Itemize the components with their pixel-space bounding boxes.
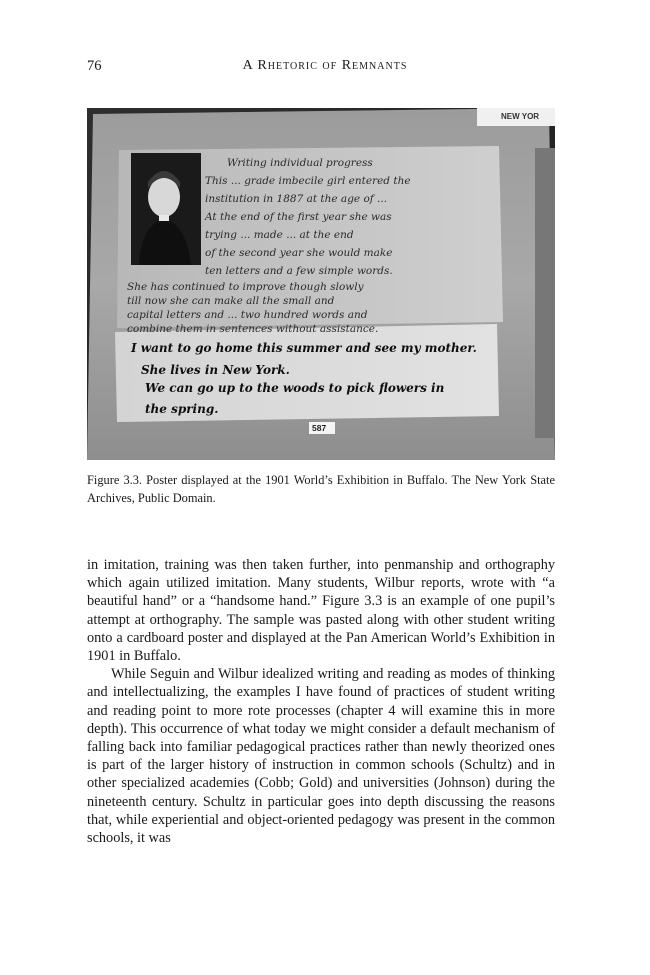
figure-caption: Figure 3.3. Poster displayed at the 1901 World’s Exhibition in Buffalo. The New York State Archives, Public Domain. (87, 473, 555, 505)
corner-sticker (477, 108, 555, 126)
teacher-note-line: combine them in sentences without assistance. (127, 323, 379, 335)
pupil-writing-line: I want to go home this summer and see my mother. (131, 341, 477, 355)
teacher-note-line: of the second year she would make (205, 247, 393, 259)
teacher-note-line: Writing individual progress (227, 157, 373, 169)
teacher-note-line: till now she can make all the small and (127, 295, 335, 307)
page-number: 76 (87, 58, 102, 74)
teacher-note-line: This ... grade imbecile girl entered the (205, 175, 411, 187)
figure-photo (87, 108, 555, 460)
poster-number-tag (309, 422, 335, 434)
body-text (87, 556, 555, 847)
teacher-note-line: At the end of the first year she was (205, 211, 392, 223)
teacher-note-line: trying ... made ... at the end (205, 229, 354, 241)
teacher-note-line: ten letters and a few simple words. (205, 265, 393, 277)
teacher-note-line: institution in 1887 at the age of ... (205, 193, 388, 205)
sticker-label: NEW YOR (501, 112, 540, 121)
body-paragraph-2: While Seguin and Wilbur idealized writing and reading as modes of thinking and intellectualizing, the examples I have found of practices of student writing and reading point to more rote processes (chapter 4 will examine this in more depth). This occurrence of what today we might consider a default mechanism of falling back into familiar pedagogical practices rather than newly theorized ones is part of the larger history of instruction in common schools (Schultz) and in other specialized academies (Cobb; Gold) and universities (Johnson) during the nineteenth century. Schultz in particular goes into depth discussing the reasons that, while experiential and object-oriented pedagogy was present in the common schools, it was (87, 666, 555, 847)
teacher-note-line: She has continued to improve though slowly (127, 281, 364, 293)
pupil-writing-line: the spring. (145, 402, 219, 416)
teacher-note-line: capital letters and ... two hundred words and (127, 309, 368, 321)
running-head: A Rhetoric of Remnants (242, 58, 408, 73)
pupil-writing-line: She lives in New York. (141, 363, 290, 377)
poster-number: 587 (312, 423, 327, 433)
pupil-writing-line: We can go up to the woods to pick flowers in (145, 381, 445, 395)
pupil-portrait (131, 153, 201, 265)
body-paragraph-1: in imitation, training was then taken further, into penmanship and orthography which again utilized imitation. Many students, Wilbur reports, wrote with “a beautiful hand” or a “handsome hand.” Figure 3.3 is an example of one pupil’s attempt at orthography. The sample was pasted along with other student writing onto a cardboard poster and displayed at the Pan American World’s Exhibition in 1901 in Buffalo. (87, 557, 555, 665)
